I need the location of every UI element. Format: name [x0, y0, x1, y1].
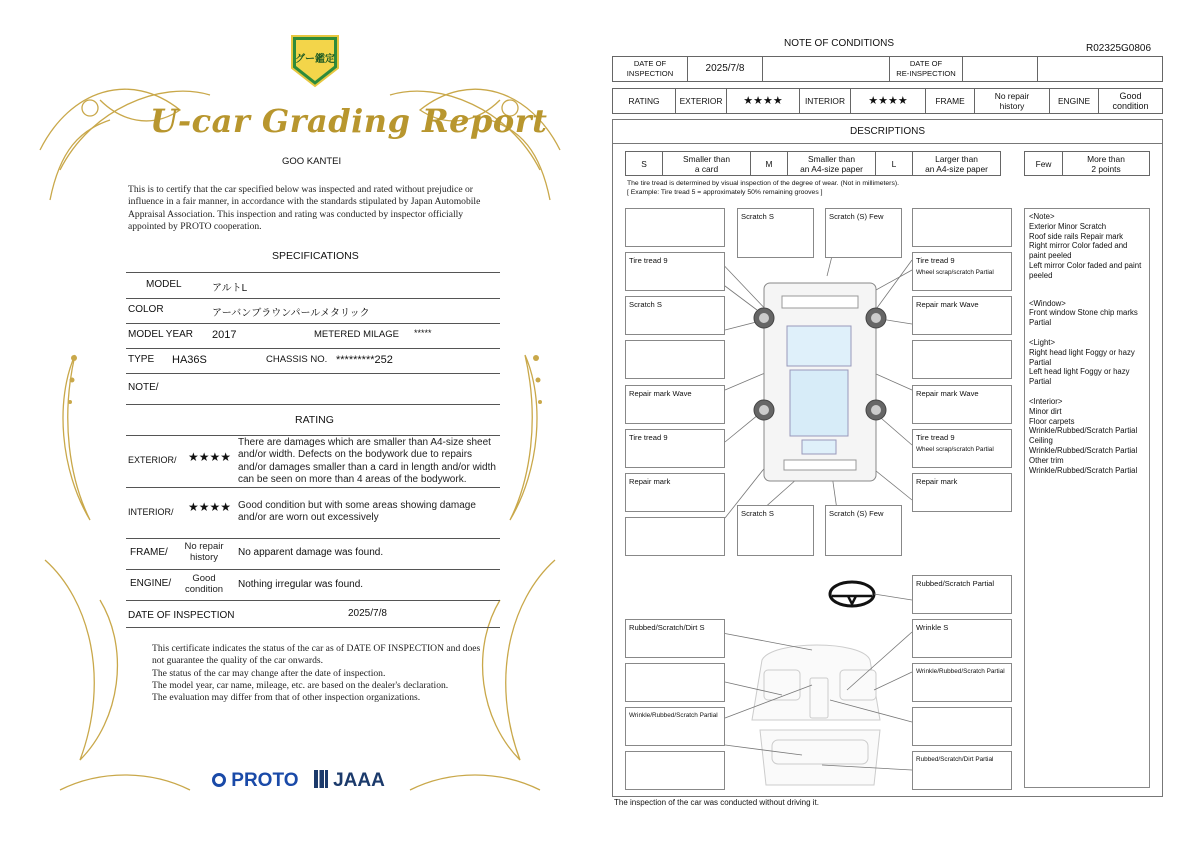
rating-label: RATING [612, 88, 676, 114]
conditions-title: NOTE OF CONDITIONS [784, 38, 894, 49]
notes-panel [1024, 208, 1150, 788]
legend-m-desc: Smaller than an A4-size paper [787, 151, 876, 176]
date-of-inspection-value: 2025/7/8 [687, 56, 763, 82]
int-box-left-4 [625, 751, 725, 790]
exterior-stars: ★★★★ [726, 88, 800, 114]
certification-statement: This is to certify that the car specified below was inspected and rated without prejudice or influence in a fair manner, in accordance with the standards stipulated by Japan Automobile Appraisal Association. This inspection and rating was conducted by inspector officially appointed by PROTO cooperation. [128, 184, 481, 233]
metered-milage-label: METERED MILAGE [314, 329, 399, 340]
chassis-label: CHASSIS NO. [266, 354, 328, 365]
tire-note-1: The tire tread is determined by visual inspection of the degree of wear. (Not in millimeters). [627, 180, 899, 187]
engine-label: ENGINE [1049, 88, 1099, 114]
note-interior: <Interior> Minor dirt Floor carpets Wrinkle/Rubbed/Scratch Partial Ceiling Wrinkle/Rubbed/Scratch Partial Other trim Wrinkle/Rubbed/Scratch Partial [1029, 396, 1138, 475]
ext-box-bottom-mid-right [825, 505, 902, 556]
interior-description: Good condition but with some areas showing damage and/or are worn out excessively [238, 500, 476, 524]
date-label: DATE OF INSPECTION [128, 610, 235, 621]
ext-text-top-mid-right: Scratch (S) Few [829, 212, 884, 221]
int-box-steering [912, 575, 1012, 614]
jaaa-logo: JAAA [333, 770, 385, 791]
ext-box-left-3 [625, 296, 725, 335]
exterior-label: EXTERIOR/ [128, 455, 177, 465]
interior-stars: ★★★★ [188, 500, 232, 514]
proto-icon [212, 773, 226, 787]
int-text-left-3: Wrinkle/Rubbed/Scratch Partial [629, 712, 718, 719]
int-text-right-4: Rubbed/Scratch/Dirt Partial [916, 756, 994, 763]
legend-few: Few [1024, 151, 1063, 176]
note-label: NOTE/ [128, 382, 159, 393]
ext-text-left-2: Tire tread 9 [629, 256, 668, 265]
model-year-value: 2017 [212, 329, 237, 341]
model-year-row [126, 324, 500, 349]
conditions-footer: The inspection of the car was conducted without driving it. [614, 798, 819, 807]
ext-box-left-7 [625, 473, 725, 512]
ext-box-left-4 [625, 340, 725, 379]
note-window: <Window> Front window Stone chip marks Partial [1029, 298, 1138, 328]
badge-text: グー鑑定 [295, 54, 335, 65]
legend-l-desc: Larger than an A4-size paper [912, 151, 1001, 176]
ext-sub-right-2: Wheel scrap/scratch Partial [916, 269, 994, 276]
int-text-steering: Rubbed/Scratch Partial [916, 579, 995, 588]
ext-box-right-4 [912, 340, 1012, 379]
type-label: TYPE [128, 354, 155, 365]
note-light: <Light> Right head light Foggy or hazy Partial Left head light Foggy or hazy Partial [1029, 337, 1135, 387]
ext-text-bottom-mid-left: Scratch S [741, 509, 774, 518]
int-box-right-4 [912, 751, 1012, 790]
ext-box-top-left [625, 208, 725, 247]
ext-text-right-5: Repair mark Wave [916, 389, 979, 398]
model-row [126, 274, 500, 299]
int-box-left-3 [625, 707, 725, 746]
ext-text-left-5: Repair mark Wave [629, 389, 692, 398]
exterior-description: There are damages which are smaller than A4-size sheet and/or width. Defects on the bodywork due to repairs and/or damages smaller than a card in length and/or width can be seen on more than 4 areas of the bodywork. [238, 437, 496, 486]
type-value: HA36S [172, 354, 207, 366]
ext-box-left-8 [625, 517, 725, 556]
exterior-stars: ★★★★ [188, 450, 232, 464]
note-row [126, 374, 500, 405]
frame-row [126, 539, 500, 570]
ext-box-right-5 [912, 385, 1012, 424]
report-id: R02325G0806 [1086, 43, 1152, 54]
ext-text-left-3: Scratch S [629, 300, 662, 309]
logos [212, 770, 385, 792]
ext-box-top-right [912, 208, 1012, 247]
model-year-label: MODEL YEAR [128, 329, 194, 340]
ext-text-left-7: Repair mark [629, 477, 671, 486]
rating-heading: RATING [295, 414, 334, 426]
ext-text-bottom-mid-right: Scratch (S) Few [829, 509, 884, 518]
exterior-rating-row [126, 437, 500, 488]
ext-box-right-7 [912, 473, 1012, 512]
jaaa-icon [314, 770, 328, 788]
frame-label: FRAME [925, 88, 975, 114]
int-text-left-1: Rubbed/Scratch/Dirt S [629, 623, 705, 632]
int-box-right-1 [912, 619, 1012, 658]
frame-description: No apparent damage was found. [238, 547, 384, 558]
note-general: <Note> Exterior Minor Scratch Roof side rails Repair mark Right mirror Color faded and paint peeled Left mirror Color faded and paint peeled [1029, 212, 1142, 280]
legend-m: M [750, 151, 788, 176]
interior-label: INTERIOR/ [128, 507, 174, 517]
exterior-label: EXTERIOR [675, 88, 727, 114]
descriptions-heading: DESCRIPTIONS [850, 126, 926, 137]
certificate-footer: This certificate indicates the status of the car as of DATE OF INSPECTION and does not guarantee the quality of the car onwards. The status of the car may change after the date of inspection. The model year, car name, mileage, etc. are based on the dealer's declaration. The evaluation may differ from that of other inspection organizations. [152, 643, 481, 704]
ext-text-right-2: Tire tread 9 [916, 256, 955, 265]
int-box-right-3 [912, 707, 1012, 746]
ext-text-left-6: Tire tread 9 [629, 433, 668, 442]
interior-stars: ★★★★ [850, 88, 926, 114]
date-value: 2025/7/8 [348, 608, 387, 619]
ext-box-right-2 [912, 252, 1012, 291]
report-subtitle: GOO KANTEI [282, 156, 342, 167]
legend-few-desc: More than 2 points [1062, 151, 1150, 176]
color-row [126, 299, 500, 324]
engine-label: ENGINE/ [130, 578, 172, 589]
tire-note-2: [ Example: Tire tread 5 = approximately 50% remaining grooves ] [627, 189, 823, 196]
engine-value: Good condition [1098, 88, 1163, 114]
date-row [126, 601, 500, 628]
legend-s: S [625, 151, 663, 176]
int-box-right-2 [912, 663, 1012, 702]
proto-logo: PROTO [231, 770, 299, 791]
ext-box-top-mid-right [825, 208, 902, 258]
metered-milage-value: ***** [414, 328, 432, 338]
ext-box-left-6 [625, 429, 725, 468]
interior-label: INTERIOR [799, 88, 851, 114]
model-label: MODEL [146, 279, 182, 290]
int-box-left-1 [625, 619, 725, 658]
ext-box-left-5 [625, 385, 725, 424]
specifications-heading: SPECIFICATIONS [272, 250, 359, 262]
engine-description: Nothing irregular was found. [238, 579, 364, 590]
frame-label: FRAME/ [130, 547, 168, 558]
model-value: アルトL [212, 283, 248, 294]
int-box-left-2 [625, 663, 725, 702]
engine-value: Good condition [184, 573, 224, 595]
ext-text-right-3: Repair mark Wave [916, 300, 979, 309]
ext-box-bottom-mid-left [737, 505, 814, 556]
legend-l: L [875, 151, 913, 176]
ext-text-right-6: Tire tread 9 [916, 433, 955, 442]
legend-s-desc: Smaller than a card [662, 151, 751, 176]
date-of-inspection-label: DATE OF INSPECTION [612, 56, 688, 82]
color-value: アーバンブラウンパールメタリック [212, 308, 370, 319]
ext-text-top-mid-left: Scratch S [741, 212, 774, 221]
type-row [126, 349, 500, 374]
engine-row [126, 570, 500, 601]
ext-box-top-mid-left [737, 208, 814, 258]
frame-value: No repair history [184, 541, 224, 563]
ext-box-right-3 [912, 296, 1012, 335]
ext-sub-right-6: Wheel scrap/scratch Partial [916, 446, 994, 453]
int-text-right-1: Wrinkle S [916, 623, 949, 632]
ext-box-left-2 [625, 252, 725, 291]
chassis-value: *********252 [336, 354, 393, 366]
interior-rating-row [126, 494, 500, 539]
report-title: U-car Grading Report [150, 102, 548, 140]
ext-box-right-6 [912, 429, 1012, 468]
color-label: COLOR [128, 304, 164, 315]
date-of-reinspection-label: DATE OF RE-INSPECTION [889, 56, 963, 82]
int-text-right-2: Wrinkle/Rubbed/Scratch Partial [916, 668, 1005, 675]
ext-text-right-7: Repair mark [916, 477, 958, 486]
frame-value: No repair history [974, 88, 1050, 114]
